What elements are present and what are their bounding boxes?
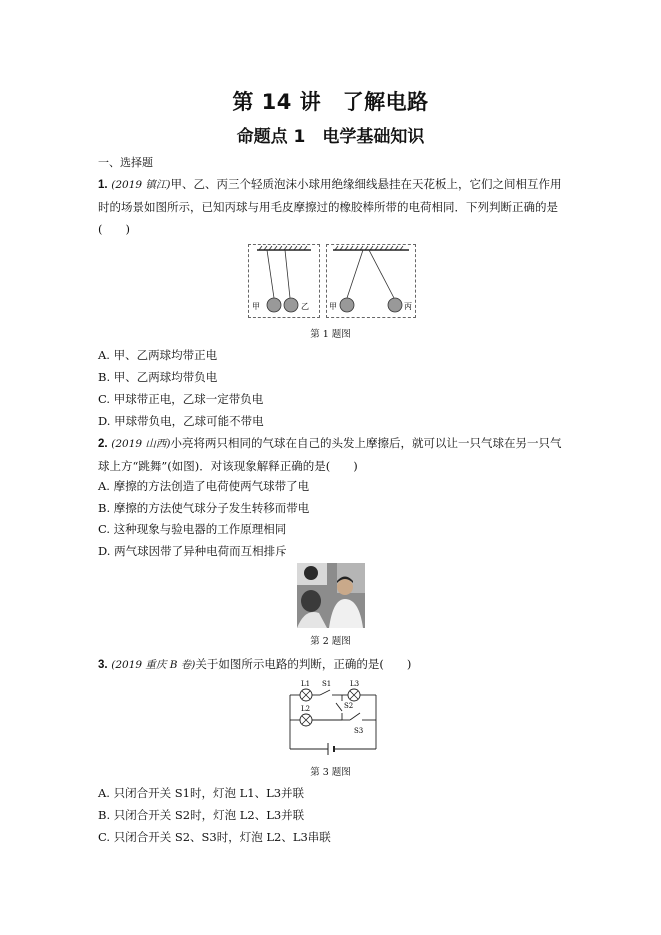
label-s3: S3: [354, 727, 364, 735]
question-source: (2019 山西): [111, 438, 171, 450]
question-text: 关于如图所示电路的判断，正确的是( ): [195, 657, 412, 671]
question-number: 2.: [98, 438, 108, 450]
thread-jia: [347, 250, 363, 298]
question-text-line1: 小亮将两只相同的气球在自己的头发上摩擦后，就可以让一只气球在另一只气: [170, 436, 562, 450]
answer-blank: ( ): [98, 222, 130, 236]
figure-3-caption: 第 3 题图: [310, 767, 351, 778]
question-1: [98, 173, 566, 240]
q1-option-b: B. 甲、乙两球均带负电: [98, 370, 218, 384]
lamp-l2: [300, 714, 312, 726]
q3-option-a: A. 只闭合开关 S1时，灯泡 L1、L3并联: [98, 786, 305, 800]
ball-jia: [267, 298, 281, 312]
question-text-line1: 甲、乙、丙三个轻质泡沫小球用绝缘细线悬挂在天花板上，它们之间相互作用: [170, 177, 562, 191]
q1-option-d: D. 甲球带负电，乙球可能不带电: [98, 414, 264, 428]
question-number: 1.: [98, 179, 108, 191]
question-text-line2: 球上方“跳舞”(如图)．对该现象解释正确的是( ): [98, 459, 358, 473]
figure-3-circuit: [284, 675, 384, 757]
question-text-line2: 时的场景如图所示，已知丙球与用毛皮摩擦过的橡胶棒所带的电荷相同．下列判断正确的是: [98, 200, 558, 214]
lamp-l3: [348, 689, 360, 701]
q1-option-c: C. 甲球带正电，乙球一定带负电: [98, 392, 264, 406]
switch-s3-blade: [350, 713, 360, 720]
q3-option-b: B. 只闭合开关 S2时，灯泡 L2、L3并联: [98, 808, 305, 822]
label-s2: S2: [344, 702, 354, 710]
q2-option-c: C. 这种现象与验电器的工作原理相同: [98, 522, 287, 536]
q2-option-a: A. 摩擦的方法创造了电荷使两气球带了电: [98, 479, 310, 493]
figure-2-caption: 第 2 题图: [310, 636, 351, 647]
q2-option-b: B. 摩擦的方法使气球分子发生转移而带电: [98, 501, 310, 515]
balloon-top: [304, 566, 318, 580]
question-3: [98, 653, 566, 676]
ball-jia: [340, 298, 354, 312]
label-l3: L3: [350, 680, 360, 688]
question-2: [98, 432, 566, 477]
figure-2-photo: [297, 563, 365, 628]
topic-subtitle: 命题点 1 电学基础知识: [236, 127, 425, 147]
q2-option-d: D. 两气球因带了异种电荷而互相排斥: [98, 544, 287, 558]
question-number: 3.: [98, 659, 108, 671]
lecture-title: 第 14 讲 了解电路: [232, 90, 429, 114]
figure-1-left-panel: [248, 244, 320, 318]
q1-option-a: A. 甲、乙两球均带正电: [98, 348, 218, 362]
thread-bing: [369, 250, 394, 298]
switch-s2-blade: [336, 703, 342, 711]
figure-1-caption: 第 1 题图: [310, 329, 351, 340]
label-l1: L1: [301, 680, 311, 688]
circuit-svg: [284, 675, 384, 757]
figure-1-right-panel: [326, 244, 416, 318]
balloon-bottom: [301, 590, 321, 612]
lamp-l1: [300, 689, 312, 701]
label-s1: S1: [322, 680, 332, 688]
question-source: (2019 镇江): [111, 179, 171, 191]
person-head: [337, 579, 353, 595]
pendulum-jia-bing-svg: [327, 245, 415, 317]
label-bing: 丙: [404, 302, 412, 311]
ball-bing: [388, 298, 402, 312]
section-heading: 一、选择题: [98, 156, 153, 169]
label-l2: L2: [301, 705, 311, 713]
balloon-photo-svg: [297, 563, 365, 628]
pendulum-jia-yi-svg: [249, 245, 319, 317]
label-jia: 甲: [329, 302, 337, 311]
thread-jia: [267, 250, 274, 298]
ball-yi: [284, 298, 298, 312]
label-yi: 乙: [301, 302, 309, 311]
thread-yi: [285, 250, 290, 298]
switch-s1-blade: [320, 690, 330, 695]
q3-option-c: C. 只闭合开关 S2、S3时，灯泡 L2、L3串联: [98, 830, 331, 844]
question-source: (2019 重庆 B 卷): [111, 659, 196, 671]
label-jia: 甲: [252, 302, 260, 311]
